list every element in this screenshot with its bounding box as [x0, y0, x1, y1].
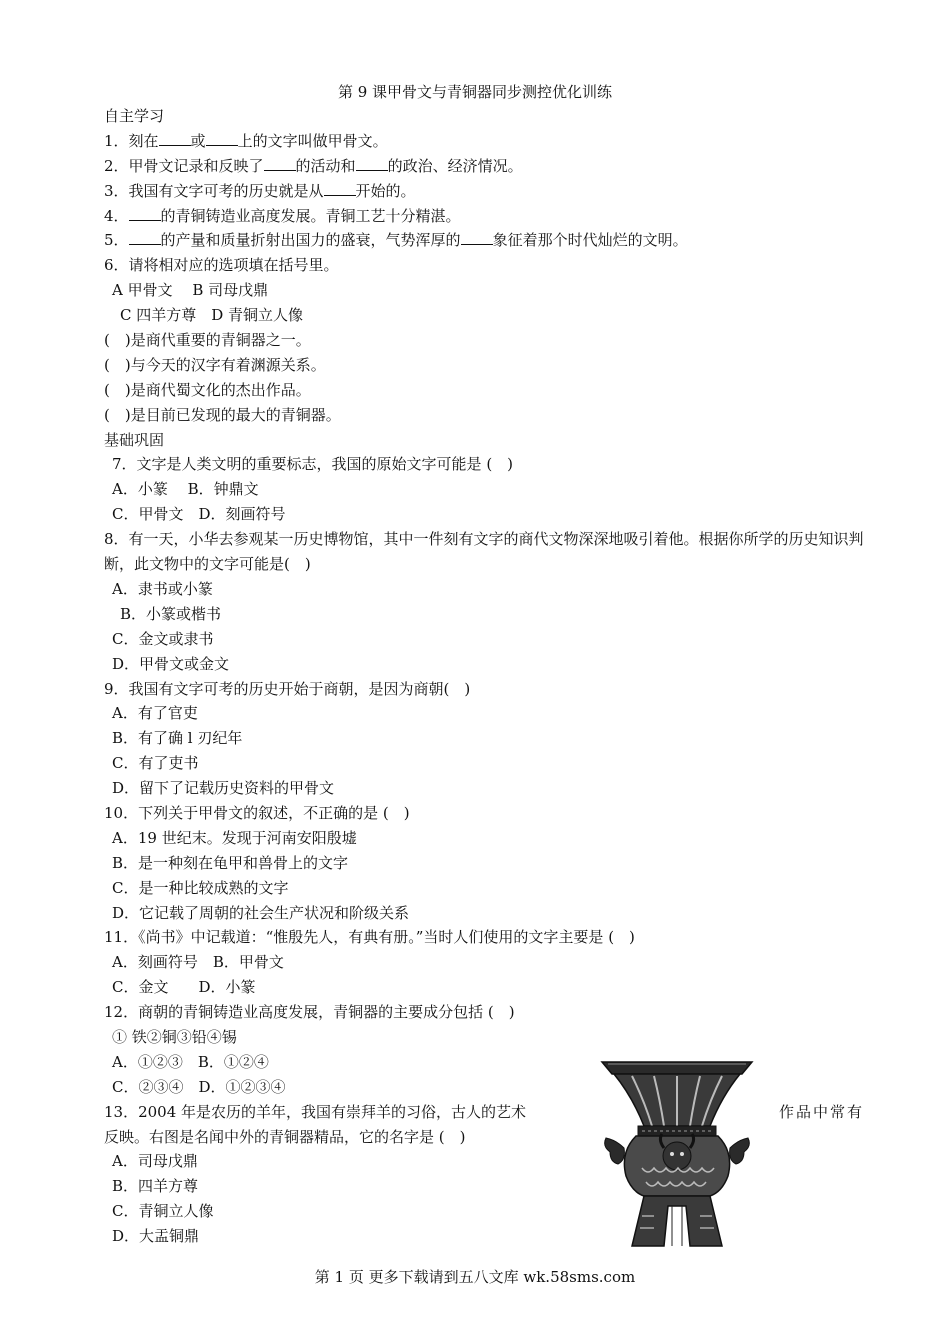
question-13-continued: 反映。右图是名闻中外的青铜器精品，它的名字是 ( )	[104, 1127, 466, 1146]
question-10: 10．下列关于甲骨文的叙述，不正确的是 ( )	[104, 803, 410, 822]
question-12: 12．商朝的青铜铸造业高度发展，青铜器的主要成分包括 ( )	[104, 1003, 515, 1022]
fill-blank	[356, 156, 388, 171]
question-3: 3．我国有文字可考的历史就是从 开始的。	[104, 181, 416, 200]
question-6: 6．请将相对应的选项填在括号里。	[104, 256, 339, 275]
question-6-item: ( )与今天的汉字有着渊源关系。	[104, 355, 326, 374]
question-12-choices: ① 铁②铜③铅④锡	[112, 1027, 237, 1046]
question-13-option: A．司母戊鼎	[112, 1152, 198, 1171]
question-8-option: B．小篆或楷书	[120, 604, 222, 623]
question-9-option: B．有了确 l 刃纪年	[112, 729, 243, 748]
question-11-options: C．金文 D．小篆	[112, 978, 256, 997]
question-12-options: A．①②③ B．①②④	[112, 1052, 269, 1071]
question-10-option: C．是一种比较成熟的文字	[112, 878, 289, 897]
section-heading-basic: 基础巩固	[104, 430, 165, 449]
question-10-option: D．它记载了周朝的社会生产状况和阶级关系	[112, 903, 410, 922]
question-13-option: C．青铜立人像	[112, 1202, 214, 1221]
question-1: 1．刻在 或 上的文字叫做甲骨文。	[104, 131, 388, 150]
question-12-options: C．②③④ D．①②③④	[112, 1077, 286, 1096]
fill-blank	[461, 230, 493, 245]
question-5: 5． 的产量和质量折射出国力的盛衰，气势浑厚的 象征着那个时代灿烂的文明。	[104, 231, 688, 250]
question-13: 13．2004 年是农历的羊年，我国有崇拜羊的习俗，古人的艺术 作品中常有	[104, 1102, 864, 1121]
question-6-item: ( )是商代重要的青铜器之一。	[104, 331, 311, 350]
question-9-option: C．有了吏书	[112, 754, 199, 773]
question-7-options: C．甲骨文 D．刻画符号	[112, 505, 286, 524]
fill-blank	[129, 230, 161, 245]
question-13-option: B．四羊方尊	[112, 1177, 199, 1196]
fill-blank	[264, 156, 296, 171]
fill-blank	[159, 131, 191, 146]
page-title: 第 9 课甲骨文与青铜器同步测控优化训练	[337, 83, 613, 101]
question-9: 9．我国有文字可考的历史开始于商朝，是因为商朝( )	[104, 679, 471, 698]
question-4: 4． 的青铜铸造业高度发展。青铜工艺十分精湛。	[104, 206, 461, 225]
question-8-option: C．金文或隶书	[112, 629, 214, 648]
fill-blank	[324, 181, 356, 196]
question-11-options: A．刻画符号 B．甲骨文	[112, 953, 284, 972]
bronze-vessel-illustration	[592, 1056, 762, 1252]
question-10-option: A．19 世纪末。发现于河南安阳殷墟	[112, 828, 357, 847]
question-10-option: B．是一种刻在龟甲和兽骨上的文字	[112, 853, 349, 872]
question-8-option: A．隶书或小篆	[112, 579, 213, 598]
fill-blank	[129, 206, 161, 221]
page-footer: 第 1 页 更多下载请到五八文库 wk.58sms.com	[314, 1268, 636, 1286]
question-7: 7．文字是人类文明的重要标志，我国的原始文字可能是 ( )	[112, 455, 514, 474]
question-9-option: D．留下了记载历史资料的甲骨文	[112, 779, 335, 798]
section-heading-self-study: 自主学习	[104, 107, 165, 125]
question-7-options: A．小篆 B．钟鼎文	[112, 480, 259, 499]
question-6-item: ( )是商代蜀文化的杰出作品。	[104, 380, 311, 399]
fill-blank	[206, 131, 238, 146]
question-8-option: D．甲骨文或金文	[112, 654, 230, 673]
question-9-option: A．有了官吏	[112, 704, 198, 723]
question-6-options: C 四羊方尊 D 青铜立人像	[120, 306, 304, 325]
question-13-option: D．大盂铜鼎	[112, 1227, 200, 1246]
question-2: 2．甲骨文记录和反映了 的活动和 的政治、经济情况。	[104, 156, 523, 175]
question-8: 8．有一天，小华去参观某一历史博物馆，其中一件刻有文字的商代文物深深地吸引着他。根据你所学的历史知识判断，此文物中的文字可能是( )	[104, 530, 864, 574]
question-6-options: A 甲骨文 B 司母戊鼎	[112, 281, 269, 300]
question-11: 11．《尚书》中记载道：“惟殷先人，有典有册。”当时人们使用的文字主要是 ( )	[104, 928, 635, 947]
question-6-item: ( )是目前已发现的最大的青铜器。	[104, 405, 341, 424]
